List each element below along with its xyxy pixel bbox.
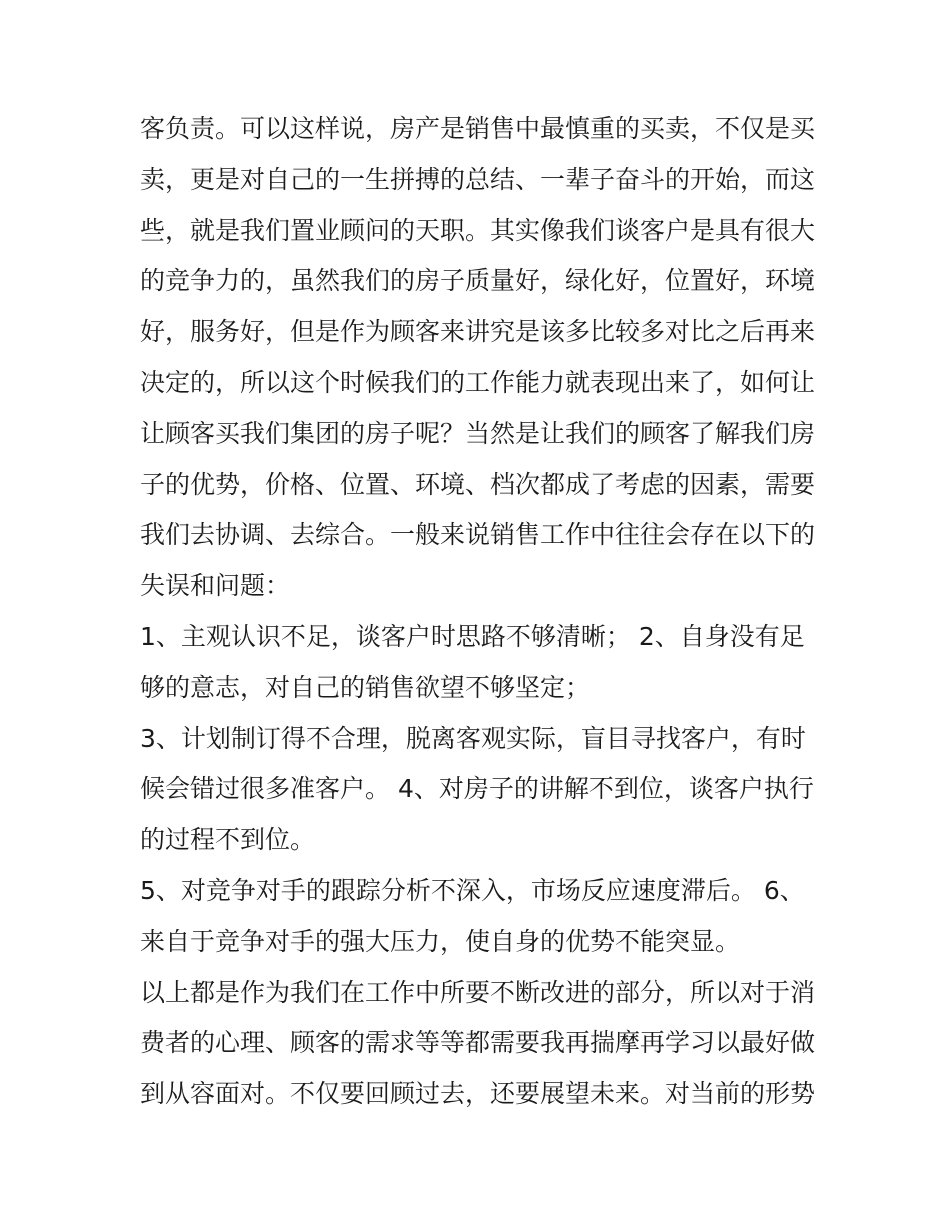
text-line: 候会错过很多准客户。 4、对房子的讲解不到位，谈客户执行 [140, 774, 814, 804]
text-line: 5、对竞争对手的跟踪分析不深入，市场反应速度滞后。 6、 [140, 875, 805, 905]
text-line: 费者的心理、顾客的需求等等都需要我再揣摩再学习以最好做 [140, 1028, 816, 1058]
text-line: 子的优势，价格、位置、环境、档次都成了考虑的因素，需要 [140, 469, 816, 499]
text-line: 3、计划制订得不合理，脱离客观实际，盲目寻找客户，有时 [140, 723, 806, 753]
text-line: 以上都是作为我们在工作中所要不断改进的部分，所以对于消 [140, 977, 816, 1007]
text-line: 够的意志，对自己的销售欲望不够坚定； [140, 672, 591, 702]
text-line: 失误和问题： [140, 571, 291, 601]
text-line: 好，服务好，但是作为顾客来讲究是该多比较多对比之后再来 [140, 317, 816, 347]
text-line: 的竞争力的，虽然我们的房子质量好，绿化好，位置好，环境 [140, 266, 816, 296]
text-line: 1、主观认识不足，谈客户时思路不够清晰； 2、自身没有足 [140, 621, 805, 651]
text-line: 决定的，所以这个时候我们的工作能力就表现出来了，如何让 [140, 367, 816, 397]
text-line: 来自于竞争对手的强大压力，使自身的优势不能突显。 [140, 926, 741, 956]
text-line: 卖，更是对自己的一生拼搏的总结、一辈子奋斗的开始，而这 [140, 164, 816, 194]
text-line: 的过程不到位。 [140, 825, 316, 855]
text-line: 我们去协调、去综合。一般来说销售工作中往往会存在以下的 [140, 520, 816, 550]
text-line: 让顾客买我们集团的房子呢？当然是让我们的顾客了解我们房 [140, 418, 816, 448]
text-line: 些，就是我们置业顾问的天职。其实像我们谈客户是具有很大 [140, 215, 816, 245]
text-line: 到从容面对。不仅要回顾过去，还要展望未来。对当前的形势 [140, 1079, 816, 1109]
text-line: 客负责。可以这样说，房产是销售中最慎重的买卖，不仅是买 [140, 114, 816, 143]
body-text [140, 104, 820, 1120]
